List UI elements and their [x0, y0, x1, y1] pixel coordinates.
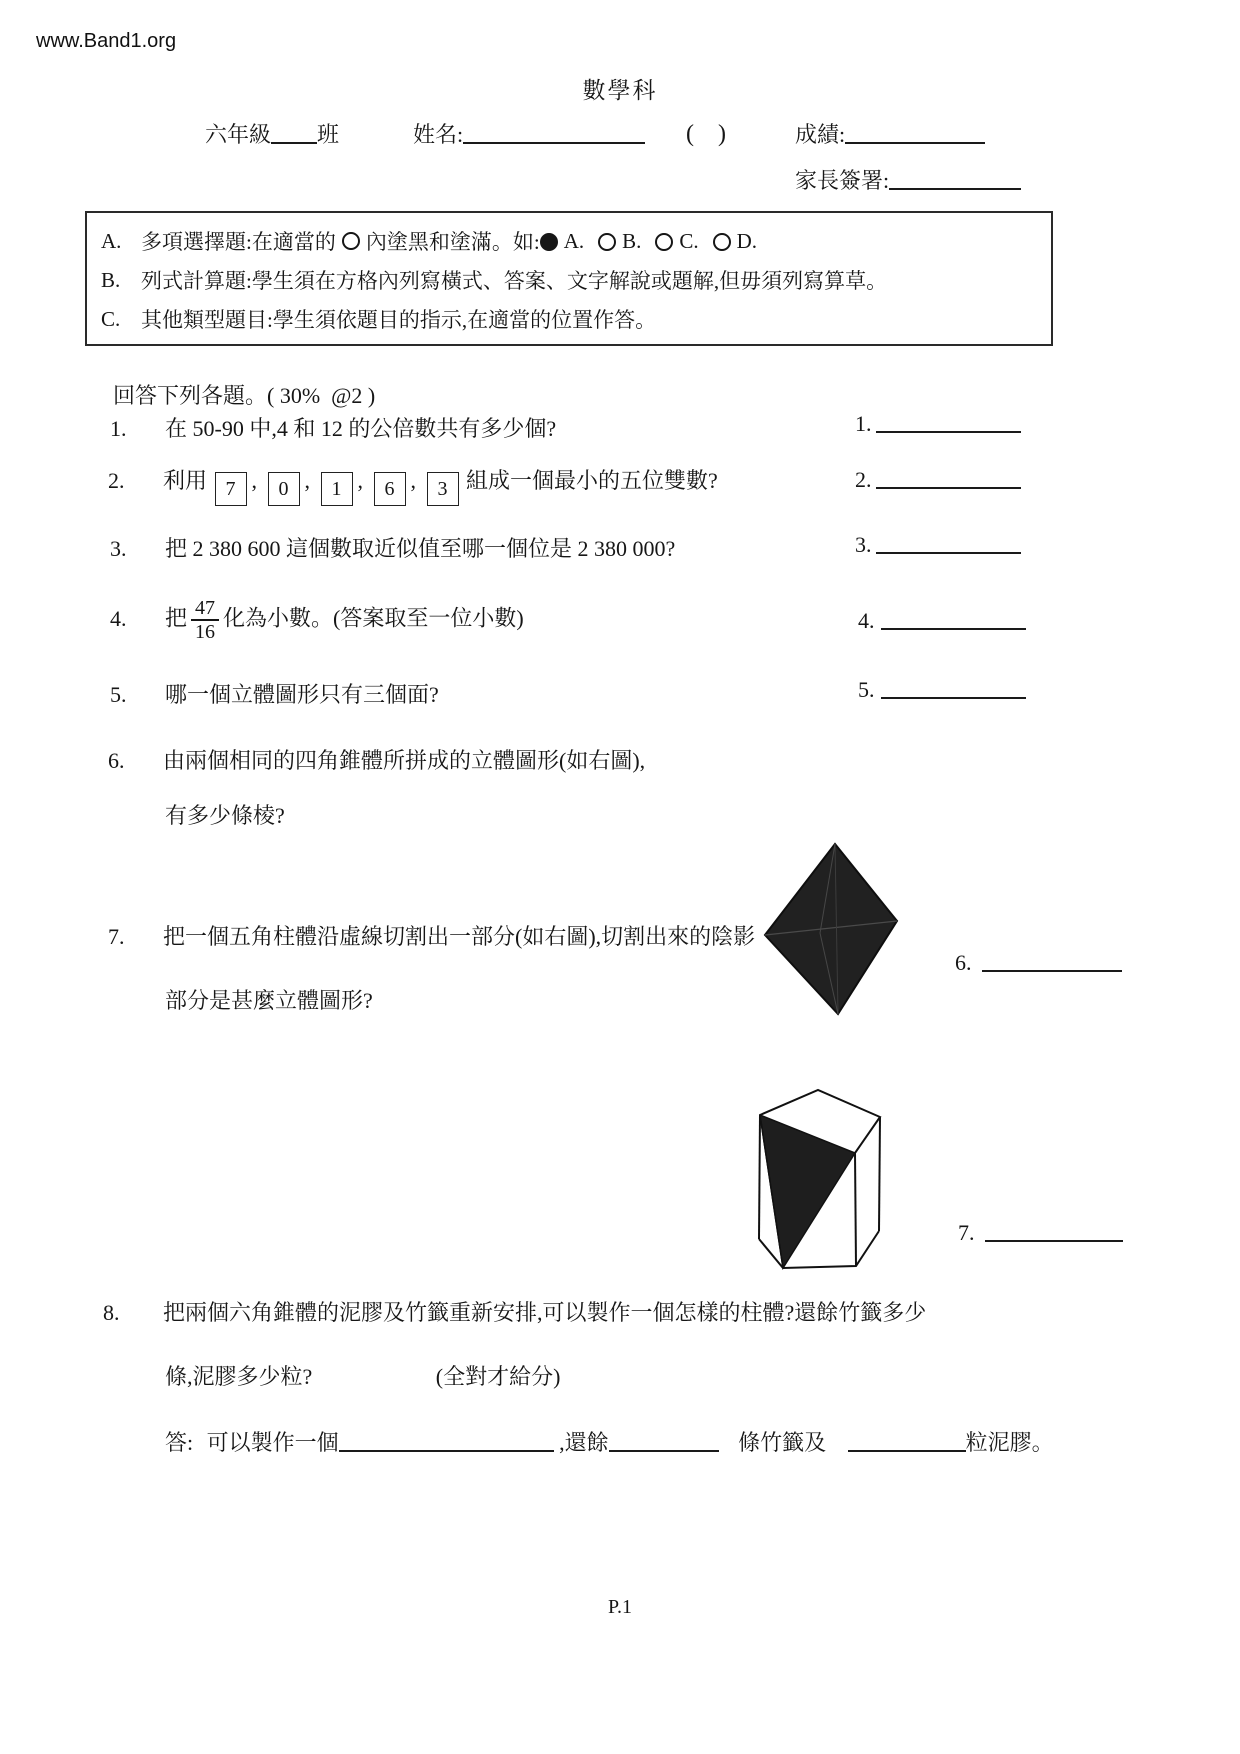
answer-7 — [958, 1220, 1123, 1246]
question-7-line1: 把一個五角柱體沿虛線切割出一部分(如右圖),切割出來的陰影 — [163, 924, 756, 949]
instruction-c-text: 其他類型題目:學生須依題目的指示,在適當的位置作答。 — [141, 308, 657, 332]
answer-4 — [858, 608, 1026, 634]
instruction-a-number: A. — [101, 228, 122, 253]
question-8-line2: 條,泥膠多少粒? — [165, 1364, 313, 1389]
question-8-blank-1 — [339, 1434, 554, 1452]
fraction-47-16 — [191, 598, 219, 643]
answer-2 — [855, 467, 1021, 493]
question-3-text: 把 2 380 600 這個數取近似值至哪一個位是 2 380 000? — [165, 536, 676, 561]
question-5-text: 哪一個立體圖形只有三個面? — [165, 682, 439, 707]
instruction-a-text2: 內塗黑和塗滿。如: — [365, 230, 540, 254]
question-4-post: 化為小數。(答案取至一位小數) — [223, 605, 524, 631]
answer-3 — [855, 532, 1021, 558]
question-2-number: 2. — [108, 468, 125, 493]
instruction-c — [101, 304, 1035, 334]
example-option-d — [713, 229, 757, 254]
empty-circle-icon — [598, 233, 616, 251]
empty-circle-icon — [713, 233, 731, 251]
parent-signature-field — [795, 166, 1021, 196]
page-number: P.1 — [608, 1596, 632, 1618]
digit-box: 6 — [374, 472, 406, 506]
fraction-numerator: 47 — [195, 597, 216, 619]
question-8-answer-seg2: ,還餘 — [559, 1430, 609, 1455]
question-8-answer-seg4: 粒泥膠。 — [965, 1430, 1054, 1455]
question-4-pre: 把 — [165, 605, 188, 631]
answer-6 — [955, 950, 1122, 976]
question-6-line1: 由兩個相同的四角錐體所拼成的立體圖形(如右圖), — [163, 748, 646, 773]
question-4-number: 4. — [110, 605, 127, 631]
answer-5-number: 5. — [858, 677, 875, 702]
question-7 — [108, 922, 755, 952]
section-intro: 回答下列各題。( 30% @2 ) — [113, 383, 376, 408]
instructions-box — [85, 211, 1053, 346]
question-8-blank-2 — [609, 1434, 719, 1452]
question-8-note: (全對才給分) — [435, 1364, 561, 1389]
example-option-a-label: A. — [563, 228, 585, 253]
question-5 — [110, 680, 439, 710]
question-8-answer-seg1: 可以製作一個 — [206, 1430, 339, 1455]
answer-3-number: 3. — [855, 532, 872, 557]
answer-6-number: 6. — [955, 950, 972, 975]
question-8-line1: 把兩個六角錐體的泥膠及竹籤重新安排,可以製作一個怎樣的柱體?還餘竹籤多少 — [163, 1300, 927, 1325]
instruction-b-number: B. — [101, 267, 121, 292]
question-7-line2: 部分是甚麼立體圖形? — [165, 988, 373, 1013]
answer-6-blank — [982, 954, 1122, 972]
question-1-text: 在 50-90 中,4 和 12 的公倍數共有多少個? — [165, 416, 557, 441]
question-1 — [110, 414, 556, 444]
answer-4-blank — [881, 612, 1026, 630]
question-8-answer-seg3: 條竹籤及 — [738, 1430, 827, 1455]
score-field — [795, 120, 985, 150]
name-label: 姓名: — [413, 122, 464, 147]
answer-5-blank — [881, 681, 1026, 699]
pentagonal-prism-figure — [750, 1082, 890, 1274]
digit-box: 3 — [427, 472, 459, 506]
example-option-b-label: B. — [622, 228, 642, 253]
answer-7-number: 7. — [958, 1220, 975, 1245]
digit-separator: , — [251, 468, 258, 493]
question-8-blank-3 — [848, 1434, 966, 1452]
filled-circle-icon — [540, 233, 558, 251]
instruction-a-text1: 多項選擇題:在適當的 — [141, 230, 336, 254]
question-8-number: 8. — [103, 1300, 120, 1325]
question-6-number: 6. — [108, 748, 125, 773]
question-2 — [108, 466, 718, 506]
question-8-line2-row — [165, 1362, 560, 1392]
answer-2-number: 2. — [855, 467, 872, 492]
question-6-line2: 有多少條棱? — [165, 803, 285, 828]
answer-3-blank — [876, 536, 1021, 554]
answer-2-blank — [876, 471, 1021, 489]
digit-box: 1 — [321, 472, 353, 506]
answer-1-number: 1. — [855, 411, 872, 436]
grade-class-field — [205, 120, 339, 150]
question-2-pre: 利用 — [163, 468, 208, 493]
class-label: 班 — [317, 122, 340, 147]
question-6 — [108, 746, 645, 776]
parent-sign-label: 家長簽署: — [795, 168, 890, 193]
fraction-denominator: 16 — [191, 619, 219, 643]
parent-sign-blank — [889, 172, 1021, 190]
class-number-parens: ( ) — [686, 121, 726, 147]
question-8 — [103, 1298, 926, 1328]
name-field — [413, 120, 645, 150]
exam-title: 數學科 — [582, 78, 658, 103]
instruction-b — [101, 265, 1035, 295]
question-7-number: 7. — [108, 924, 125, 949]
digit-separator: , — [357, 468, 364, 493]
instruction-b-text: 列式計算題:學生須在方格內列寫橫式、答案、文字解說或題解,但毋須列寫算草。 — [141, 269, 888, 293]
question-3-number: 3. — [110, 536, 127, 561]
example-option-b — [598, 229, 641, 254]
digit-separator: , — [410, 468, 417, 493]
instruction-c-number: C. — [101, 306, 121, 331]
answer-1-blank — [876, 415, 1021, 433]
answer-5 — [858, 677, 1026, 703]
empty-circle-icon — [655, 233, 673, 251]
digit-separator: , — [304, 468, 311, 493]
digit-box: 0 — [268, 472, 300, 506]
answer-1 — [855, 411, 1021, 437]
example-option-c-label: C. — [679, 228, 699, 253]
example-option-a — [540, 229, 584, 254]
watermark: www.Band1.org — [36, 30, 177, 52]
example-option-d-label: D. — [736, 228, 758, 253]
answer-4-number: 4. — [858, 608, 875, 633]
empty-circle-icon — [342, 232, 360, 250]
question-4 — [110, 598, 524, 643]
question-8-answer-line — [165, 1428, 1054, 1458]
question-1-number: 1. — [110, 416, 127, 441]
question-8-answer-prefix: 答: — [165, 1430, 194, 1455]
score-blank — [845, 126, 985, 144]
score-label: 成績: — [795, 122, 846, 147]
name-blank — [463, 126, 645, 144]
question-5-number: 5. — [110, 682, 127, 707]
instruction-a — [101, 226, 1035, 256]
example-option-c — [655, 229, 698, 254]
octahedron-figure — [760, 838, 902, 1020]
question-2-post: 組成一個最小的五位雙數? — [466, 468, 718, 493]
class-blank — [271, 126, 317, 144]
grade-label: 六年級 — [205, 122, 272, 147]
digit-box: 7 — [215, 472, 247, 506]
answer-7-blank — [985, 1224, 1123, 1242]
question-3 — [110, 534, 675, 564]
